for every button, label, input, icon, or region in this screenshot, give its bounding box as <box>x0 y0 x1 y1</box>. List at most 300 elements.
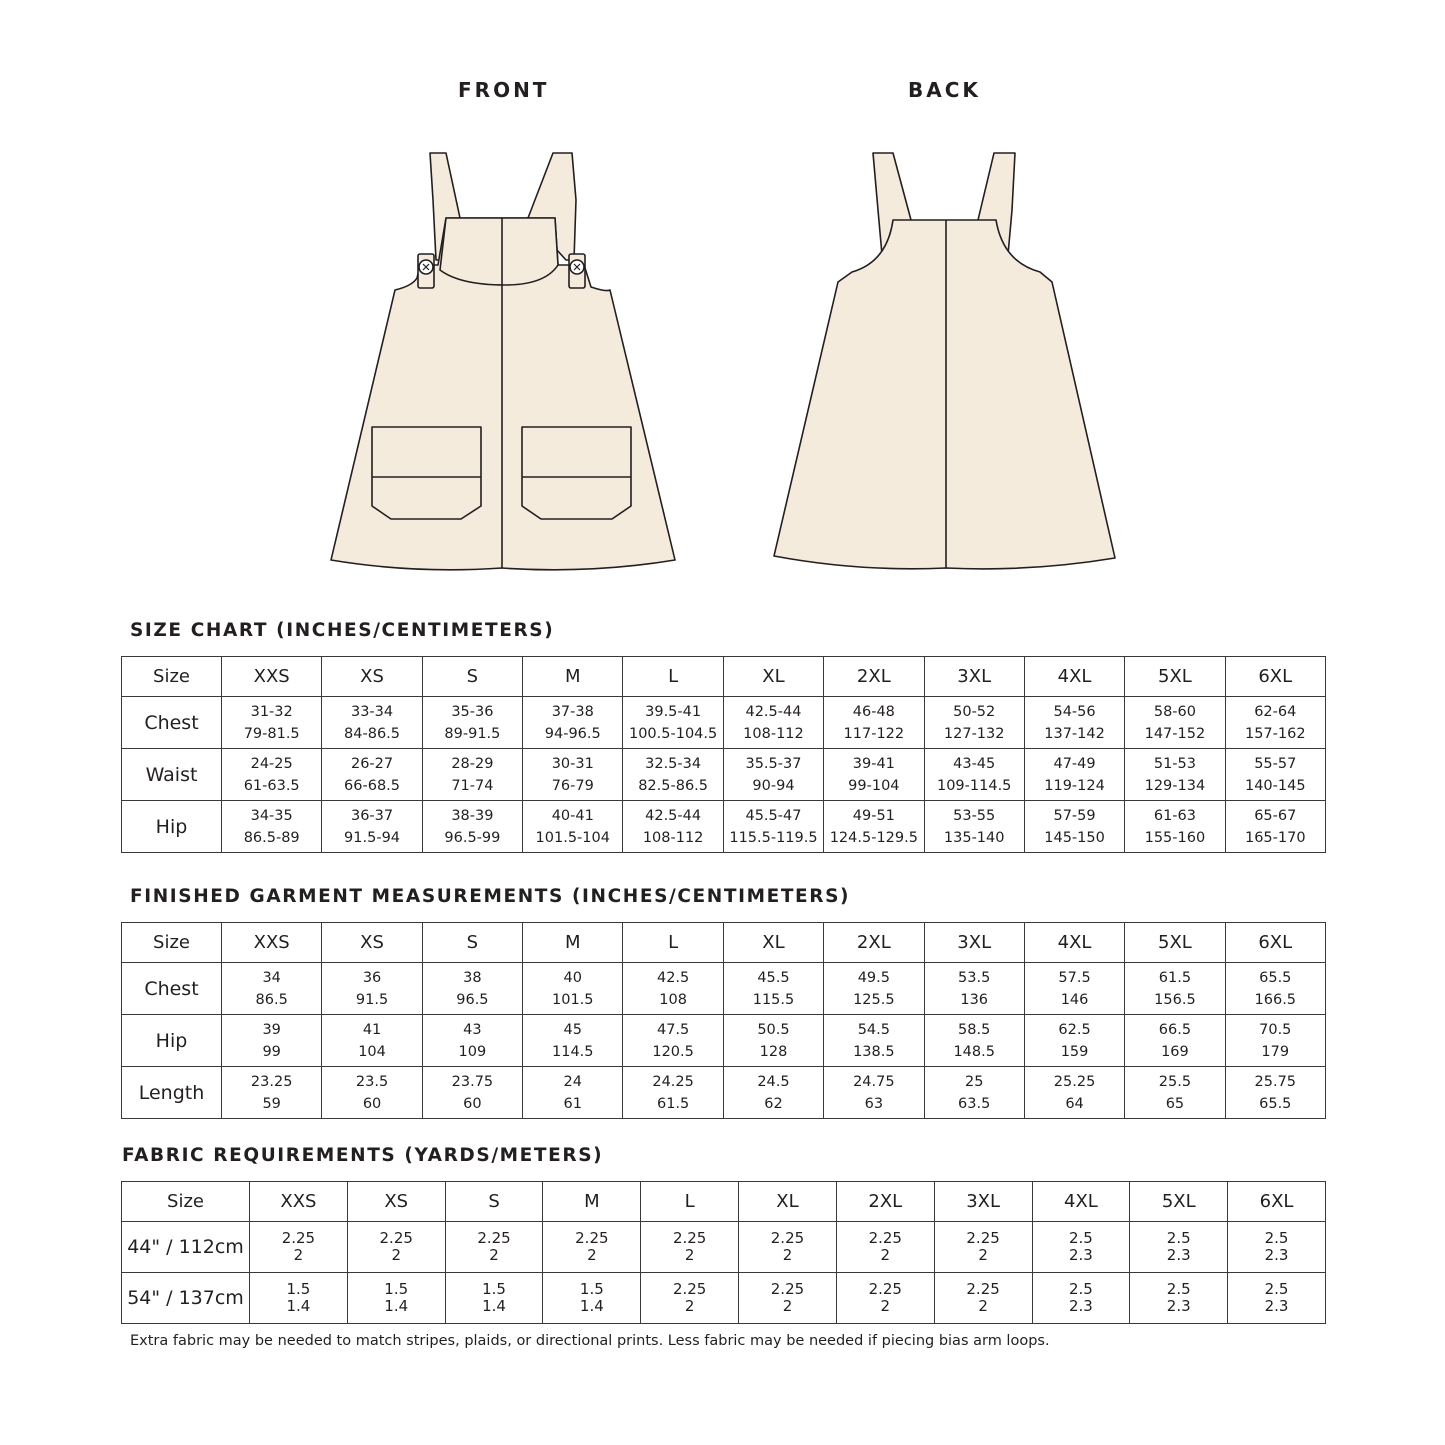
size-header-6xl: 6XL <box>1228 1182 1326 1222</box>
table-cell <box>1024 697 1124 749</box>
table-cell <box>250 1273 348 1324</box>
table-cell <box>924 1015 1024 1067</box>
metric-value: 156.5 <box>1154 991 1196 1008</box>
table-cell <box>924 697 1024 749</box>
table-cell <box>641 1222 739 1273</box>
size-header-l: L <box>623 923 723 963</box>
finished-measurements-table <box>121 922 1326 1119</box>
imperial-value: 2.25 <box>868 1229 902 1247</box>
metric-value: 109-114.5 <box>936 777 1012 794</box>
imperial-value: 36-37 <box>350 807 394 824</box>
metric-value: 120.5 <box>652 1043 694 1060</box>
table-row <box>122 749 1326 801</box>
metric-value: 135-140 <box>943 829 1005 846</box>
imperial-value: 25 <box>964 1073 984 1090</box>
metric-value: 114.5 <box>552 1043 594 1060</box>
table-cell <box>1024 801 1124 853</box>
imperial-value: 65-67 <box>1254 807 1297 824</box>
imperial-value: 54.5 <box>857 1021 890 1038</box>
imperial-value: 1.5 <box>286 1280 311 1298</box>
size-header-2xl: 2XL <box>836 1182 934 1222</box>
table-cell <box>723 801 823 853</box>
metric-value: 136 <box>960 991 989 1008</box>
metric-value: 86.5-89 <box>243 829 300 846</box>
imperial-value: 55-57 <box>1254 755 1297 772</box>
imperial-value: 47.5 <box>656 1021 690 1038</box>
table-cell <box>1228 1273 1326 1324</box>
size-header-3xl: 3XL <box>924 657 1024 697</box>
imperial-value: 42.5 <box>656 969 690 986</box>
imperial-value: 35-36 <box>451 703 494 720</box>
metric-value: 108-112 <box>642 829 704 846</box>
metric-value: 61 <box>563 1095 582 1112</box>
table-row <box>122 1015 1326 1067</box>
metric-value: 157-162 <box>1244 725 1306 742</box>
row-label: Waist <box>122 749 222 801</box>
metric-value: 108-112 <box>743 725 804 742</box>
table-cell <box>723 1067 823 1119</box>
metric-value: 59 <box>262 1095 281 1112</box>
size-header-2xl: 2XL <box>824 657 924 697</box>
imperial-value: 2.25 <box>966 1280 1000 1298</box>
table-cell <box>222 1015 322 1067</box>
table-cell <box>222 801 322 853</box>
imperial-value: 58-60 <box>1153 703 1196 720</box>
table-cell <box>623 801 723 853</box>
imperial-value: 61.5 <box>1158 969 1192 986</box>
imperial-value: 25.25 <box>1053 1073 1096 1090</box>
imperial-value: 32.5-34 <box>645 755 702 772</box>
imperial-value: 2.5 <box>1166 1280 1191 1298</box>
metric-value: 169 <box>1161 1043 1189 1060</box>
table-cell <box>523 1015 623 1067</box>
table-cell <box>934 1222 1032 1273</box>
imperial-value: 1.5 <box>384 1280 409 1298</box>
imperial-value: 37-38 <box>551 703 594 720</box>
metric-value: 96.5 <box>456 991 489 1008</box>
imperial-value: 1.5 <box>482 1280 506 1298</box>
metric-value: 2 <box>489 1246 499 1264</box>
imperial-value: 33-34 <box>350 703 394 720</box>
fabric-note: Extra fabric may be needed to match stripes, plaids, or directional prints. Less fabric may be needed if piecing bias arm loops. <box>130 1333 1050 1349</box>
size-header-4xl: 4XL <box>1024 923 1124 963</box>
size-chart-title: SIZE CHART (INCHES/CENTIMETERS) <box>130 620 555 641</box>
row-label: Hip <box>122 1015 222 1067</box>
table-cell <box>924 1067 1024 1119</box>
imperial-value: 58.5 <box>958 1021 991 1038</box>
metric-value: 60 <box>463 1095 482 1112</box>
imperial-value: 25.5 <box>1158 1073 1192 1090</box>
metric-value: 159 <box>1060 1043 1089 1060</box>
size-header-s: S <box>445 1182 543 1222</box>
metric-value: 99 <box>262 1043 281 1060</box>
metric-value: 61-63.5 <box>243 777 300 794</box>
metric-value: 2 <box>684 1297 695 1315</box>
imperial-value: 57.5 <box>1058 969 1091 986</box>
table-cell <box>347 1273 445 1324</box>
size-header-xs: XS <box>322 657 422 697</box>
table-cell <box>322 963 422 1015</box>
metric-value: 65.5 <box>1259 1095 1292 1112</box>
imperial-value: 46-48 <box>852 703 895 720</box>
table-cell <box>934 1273 1032 1324</box>
size-header-6xl: 6XL <box>1225 657 1325 697</box>
metric-value: 2.3 <box>1166 1297 1191 1315</box>
table-cell <box>543 1222 641 1273</box>
metric-value: 124.5-129.5 <box>829 829 918 846</box>
table-cell <box>422 1015 522 1067</box>
metric-value: 79-81.5 <box>243 725 300 742</box>
metric-value: 108 <box>659 991 687 1008</box>
size-header-xl: XL <box>739 1182 837 1222</box>
table-cell <box>422 697 522 749</box>
back-view-label: BACK <box>908 78 981 102</box>
table-cell <box>1225 801 1325 853</box>
metric-value: 84-86.5 <box>344 725 401 742</box>
metric-value: 60 <box>362 1095 382 1112</box>
metric-value: 1.4 <box>286 1297 311 1315</box>
finished-header-row <box>122 923 1326 963</box>
metric-value: 115.5 <box>752 991 795 1008</box>
metric-value: 2 <box>782 1297 793 1315</box>
imperial-value: 28-29 <box>451 755 494 772</box>
imperial-value: 53.5 <box>958 969 991 986</box>
table-cell <box>1125 697 1225 749</box>
table-cell <box>924 801 1024 853</box>
metric-value: 115.5-119.5 <box>729 829 818 846</box>
table-cell <box>1125 963 1225 1015</box>
size-header-3xl: 3XL <box>934 1182 1032 1222</box>
metric-value: 137-142 <box>1044 725 1105 742</box>
table-cell <box>1225 1067 1325 1119</box>
size-header-xxs: XXS <box>222 923 322 963</box>
metric-value: 1.4 <box>482 1297 506 1315</box>
imperial-value: 24.5 <box>757 1073 790 1090</box>
table-cell <box>1032 1222 1130 1273</box>
metric-value: 64 <box>1065 1095 1084 1112</box>
imperial-value: 50.5 <box>757 1021 790 1038</box>
size-header-xl: XL <box>723 923 823 963</box>
size-chart-table <box>121 656 1326 853</box>
metric-value: 145-150 <box>1044 829 1105 846</box>
imperial-value: 51-53 <box>1153 755 1196 772</box>
table-cell <box>623 1067 723 1119</box>
table-cell <box>1225 697 1325 749</box>
metric-value: 1.4 <box>579 1297 604 1315</box>
metric-value: 147-152 <box>1144 725 1206 742</box>
imperial-value: 65.5 <box>1259 969 1292 986</box>
imperial-value: 39.5-41 <box>645 703 702 720</box>
imperial-value: 23.5 <box>355 1073 389 1090</box>
imperial-value: 24.25 <box>652 1073 694 1090</box>
table-cell <box>322 697 422 749</box>
imperial-value: 45.5-47 <box>745 807 802 824</box>
size-header-5xl: 5XL <box>1125 923 1225 963</box>
metric-value: 99-104 <box>848 777 900 794</box>
imperial-value: 1.5 <box>579 1280 604 1298</box>
table-cell <box>322 1067 422 1119</box>
table-cell <box>623 749 723 801</box>
table-cell <box>824 801 924 853</box>
size-header-2xl: 2XL <box>824 923 924 963</box>
front-left-pocket <box>372 427 481 519</box>
table-cell <box>523 963 623 1015</box>
metric-value: 94-96.5 <box>544 725 601 742</box>
fabric-header-row <box>122 1182 1326 1222</box>
metric-value: 1.4 <box>384 1297 409 1315</box>
metric-value: 2 <box>391 1246 401 1264</box>
row-label: Length <box>122 1067 222 1119</box>
table-cell <box>836 1222 934 1273</box>
metric-value: 76-79 <box>551 777 594 794</box>
imperial-value: 49-51 <box>852 807 895 824</box>
table-cell <box>523 1067 623 1119</box>
table-cell <box>1125 1067 1225 1119</box>
imperial-value: 24.75 <box>853 1073 895 1090</box>
metric-value: 2.3 <box>1068 1246 1093 1264</box>
front-right-pocket <box>522 427 631 519</box>
imperial-value: 30-31 <box>551 755 594 772</box>
imperial-value: 41 <box>362 1021 382 1038</box>
size-header-m: M <box>543 1182 641 1222</box>
metric-value: 104 <box>358 1043 386 1060</box>
table-cell <box>347 1222 445 1273</box>
imperial-value: 40-41 <box>551 807 594 824</box>
table-cell <box>924 749 1024 801</box>
metric-value: 2 <box>880 1297 891 1315</box>
table-cell <box>1130 1222 1228 1273</box>
imperial-value: 43-45 <box>953 755 996 772</box>
metric-value: 2 <box>978 1297 988 1315</box>
imperial-value: 2.25 <box>672 1280 707 1298</box>
imperial-value: 2.25 <box>575 1229 609 1247</box>
table-row <box>122 1222 1326 1273</box>
table-cell <box>322 801 422 853</box>
imperial-value: 50-52 <box>953 703 996 720</box>
table-cell <box>1024 963 1124 1015</box>
imperial-value: 31-32 <box>250 703 293 720</box>
imperial-value: 23.75 <box>451 1073 494 1090</box>
imperial-value: 39-41 <box>852 755 895 772</box>
size-header-5xl: 5XL <box>1130 1182 1228 1222</box>
table-cell <box>723 963 823 1015</box>
imperial-value: 53-55 <box>953 807 996 824</box>
table-cell <box>824 1067 924 1119</box>
garment-illustrations <box>0 0 1445 600</box>
size-header-xl: XL <box>723 657 823 697</box>
table-cell <box>523 801 623 853</box>
table-row <box>122 963 1326 1015</box>
metric-value: 2 <box>978 1246 988 1264</box>
metric-value: 82.5-86.5 <box>638 777 709 794</box>
table-cell <box>222 749 322 801</box>
imperial-value: 24 <box>563 1073 582 1090</box>
table-row <box>122 1273 1326 1324</box>
table-cell <box>1125 749 1225 801</box>
table-cell <box>924 963 1024 1015</box>
table-cell <box>523 749 623 801</box>
imperial-value: 25.75 <box>1254 1073 1297 1090</box>
row-label: Chest <box>122 697 222 749</box>
table-cell <box>1228 1222 1326 1273</box>
metric-value: 125.5 <box>853 991 895 1008</box>
table-cell <box>824 1015 924 1067</box>
metric-value: 138.5 <box>853 1043 895 1060</box>
size-header-3xl: 3XL <box>924 923 1024 963</box>
size-header-4xl: 4XL <box>1024 657 1124 697</box>
metric-value: 101.5 <box>552 991 594 1008</box>
metric-value: 2 <box>293 1246 304 1264</box>
front-bib <box>440 218 558 285</box>
size-header-s: S <box>422 923 522 963</box>
imperial-value: 34-35 <box>250 807 293 824</box>
table-cell <box>222 1067 322 1119</box>
table-cell <box>824 697 924 749</box>
metric-value: 127-132 <box>943 725 1005 742</box>
table-cell <box>422 749 522 801</box>
metric-value: 91.5-94 <box>344 829 401 846</box>
imperial-value: 26-27 <box>350 755 394 772</box>
table-cell <box>250 1222 348 1273</box>
metric-value: 96.5-99 <box>444 829 501 846</box>
front-view-label: FRONT <box>458 78 550 102</box>
metric-value: 117-122 <box>843 725 905 742</box>
imperial-value: 47-49 <box>1053 755 1096 772</box>
table-cell <box>623 697 723 749</box>
table-row <box>122 1067 1326 1119</box>
metric-value: 61.5 <box>656 1095 690 1112</box>
table-cell <box>723 697 823 749</box>
size-header-xxs: XXS <box>222 657 322 697</box>
imperial-value: 43 <box>463 1021 482 1038</box>
imperial-value: 45.5 <box>757 969 790 986</box>
imperial-value: 54-56 <box>1053 703 1096 720</box>
metric-value: 65 <box>1165 1095 1185 1112</box>
table-cell <box>422 963 522 1015</box>
size-header-label: Size <box>122 1182 250 1222</box>
metric-value: 2.3 <box>1068 1297 1093 1315</box>
size-header-xxs: XXS <box>250 1182 348 1222</box>
size-chart-header-row <box>122 657 1326 697</box>
table-cell <box>322 1015 422 1067</box>
imperial-value: 2.5 <box>1166 1229 1191 1247</box>
metric-value: 119-124 <box>1044 777 1105 794</box>
imperial-value: 2.25 <box>770 1229 805 1247</box>
row-label: 44" / 112cm <box>122 1222 250 1273</box>
table-cell <box>739 1273 837 1324</box>
metric-value: 2.3 <box>1264 1246 1289 1264</box>
size-header-l: L <box>641 1182 739 1222</box>
imperial-value: 24-25 <box>250 755 293 772</box>
size-header-label: Size <box>122 923 222 963</box>
imperial-value: 38-39 <box>451 807 494 824</box>
metric-value: 129-134 <box>1144 777 1206 794</box>
table-cell <box>723 749 823 801</box>
table-cell <box>623 963 723 1015</box>
back-view-drawing <box>774 153 1115 569</box>
metric-value: 165-170 <box>1244 829 1306 846</box>
table-cell <box>523 697 623 749</box>
imperial-value: 42.5-44 <box>645 807 702 824</box>
table-cell <box>422 1067 522 1119</box>
table-cell <box>422 801 522 853</box>
row-label: 54" / 137cm <box>122 1273 250 1324</box>
table-row <box>122 697 1326 749</box>
table-cell <box>322 749 422 801</box>
size-header-5xl: 5XL <box>1125 657 1225 697</box>
fabric-requirements-title: FABRIC REQUIREMENTS (YARDS/METERS) <box>122 1145 604 1166</box>
metric-value: 71-74 <box>451 777 494 794</box>
metric-value: 2 <box>684 1246 695 1264</box>
table-cell <box>723 1015 823 1067</box>
table-cell <box>824 963 924 1015</box>
table-cell <box>222 697 322 749</box>
imperial-value: 2.5 <box>1264 1229 1289 1247</box>
table-cell <box>1024 1067 1124 1119</box>
table-cell <box>1125 1015 1225 1067</box>
imperial-value: 2.25 <box>966 1229 1000 1247</box>
row-label: Chest <box>122 963 222 1015</box>
metric-value: 90-94 <box>752 777 795 794</box>
size-header-xs: XS <box>347 1182 445 1222</box>
table-cell <box>445 1273 543 1324</box>
metric-value: 2 <box>782 1246 793 1264</box>
table-row <box>122 801 1326 853</box>
size-header-l: L <box>623 657 723 697</box>
imperial-value: 40 <box>563 969 582 986</box>
metric-value: 91.5 <box>355 991 389 1008</box>
table-cell <box>623 1015 723 1067</box>
fabric-requirements-table <box>121 1181 1326 1324</box>
imperial-value: 2.25 <box>379 1229 413 1247</box>
size-header-label: Size <box>122 657 222 697</box>
table-cell <box>641 1273 739 1324</box>
metric-value: 89-91.5 <box>444 725 501 742</box>
table-cell <box>739 1222 837 1273</box>
imperial-value: 23.25 <box>250 1073 293 1090</box>
metric-value: 166.5 <box>1254 991 1297 1008</box>
imperial-value: 39 <box>262 1021 281 1038</box>
metric-value: 109 <box>458 1043 487 1060</box>
metric-value: 86.5 <box>255 991 288 1008</box>
table-cell <box>445 1222 543 1273</box>
metric-value: 2.3 <box>1264 1297 1289 1315</box>
metric-value: 100.5-104.5 <box>628 725 718 742</box>
imperial-value: 70.5 <box>1259 1021 1292 1038</box>
imperial-value: 62.5 <box>1058 1021 1091 1038</box>
table-cell <box>1032 1273 1130 1324</box>
table-cell <box>836 1273 934 1324</box>
imperial-value: 35.5-37 <box>745 755 802 772</box>
imperial-value: 34 <box>262 969 281 986</box>
size-header-6xl: 6XL <box>1225 923 1325 963</box>
imperial-value: 2.25 <box>868 1280 902 1298</box>
size-header-s: S <box>422 657 522 697</box>
metric-value: 179 <box>1261 1043 1290 1060</box>
size-header-m: M <box>523 923 623 963</box>
table-cell <box>543 1273 641 1324</box>
back-body <box>774 220 1115 569</box>
table-cell <box>1024 749 1124 801</box>
imperial-value: 2.25 <box>281 1229 316 1247</box>
table-cell <box>824 749 924 801</box>
metric-value: 101.5-104 <box>535 829 610 846</box>
imperial-value: 2.5 <box>1264 1280 1289 1298</box>
metric-value: 155-160 <box>1144 829 1206 846</box>
table-cell <box>1225 963 1325 1015</box>
imperial-value: 2.25 <box>770 1280 805 1298</box>
imperial-value: 49.5 <box>857 969 890 986</box>
